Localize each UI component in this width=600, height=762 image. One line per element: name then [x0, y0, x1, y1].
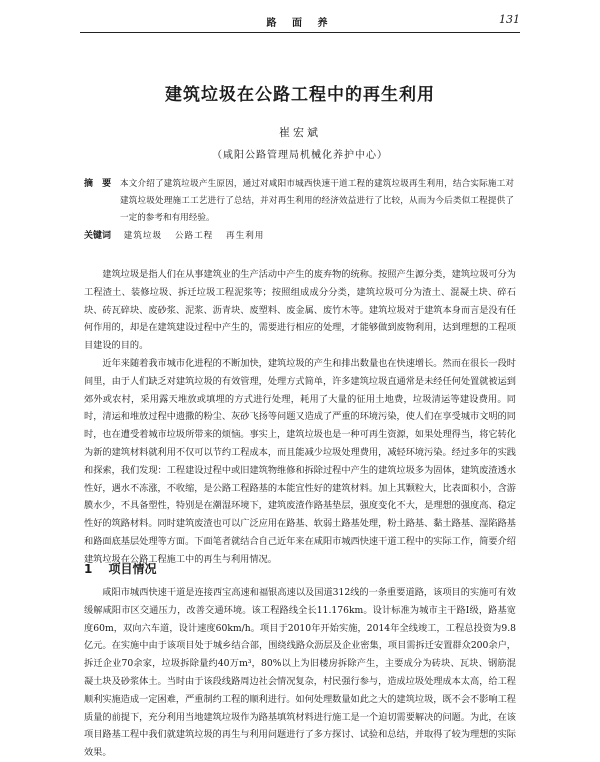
abstract-block — [84, 176, 514, 227]
running-header — [80, 12, 520, 33]
keyword: 再生利用 — [226, 231, 265, 241]
author-name: 崔宏斌 — [279, 126, 321, 139]
body-paragraph: 建筑垃圾是指人们在从事建筑业的生产活动中产生的废弃物的统称。按照产生源分类，建筑垃圾可分为工程渣土、装修垃圾、拆迁垃圾工程泥浆等；按照组成成分分类，建筑垃圾可分为渣土、混凝土块、碎石块、砖瓦碎块、废砂浆、泥浆、沥青块、废塑料、废金属、废竹木等。建筑垃圾对于建筑本身而言是没有任何作用的，却是在建筑建设过程中产生的，需要进行相应的处理，才能够做到废物利用，达到理想的工程项目建设的目的。 — [84, 269, 516, 352]
journal-name: 路 面 养 — [266, 18, 334, 29]
section-heading — [84, 560, 157, 577]
keyword: 建筑垃圾 — [123, 231, 163, 241]
article-title: 建筑垃圾在公路工程中的再生利用 — [165, 85, 435, 105]
section-title: 项目情况 — [108, 562, 157, 576]
keywords-block — [84, 228, 514, 245]
page-number: 131 — [499, 13, 520, 26]
abstract-label: 摘 要 — [84, 179, 115, 189]
author-affiliation: （咸阳公路管理局机械化养护中心） — [212, 150, 388, 161]
abstract-text: 本文介绍了建筑垃圾产生原因，通过对咸阳市城西快速干道工程的建筑垃圾再生利用，结合实际施工对建筑垃圾处理施工工艺进行了总结，并对再生利用的经济效益进行了比较，从而为今后类似工程提供了一定的参考和有用经验。 — [120, 179, 514, 223]
body-paragraph: 咸阳市城西快速干道是连接西宝高速和福银高速以及国道312线的一条重要道路，该项目的实施可有效缓解咸阳市区交通压力，改善交通环境。该工程路线全长11.176km。设计标准为城市主干路Ⅰ级，路基宽度60m，双向六车道，设计速度60km/h。项目于2010年开始实施，2014年全线竣工，工程总投资为9.8亿元。在实施中由于该项目处于城乡结合部，围绕线路众沥层及企业密集，项目需拆迁安置群众200余户，拆迁企业70余家，垃圾拆除量约40万m³，80%以上为旧楼房拆除产生，主要成分为砖块、瓦块、钢筋混凝土块及砂浆体土。当时由于该段线路周边社会情况复杂，村民强行参与，造成垃圾处理成本太高，给工程顺利实施造成一定困难，严重制约工程的顺利进行。如何处理数量如此之大的建筑垃圾，既不会不影响工程质量的前提下，充分利用当地建筑垃圾作为路基填筑材料进行施工是一个迫切需要解决的问题。为此，在该项目路基工程中我们就建筑垃圾的再生与利用问题进行了多方探讨、试验和总结，并取得了较为理想的实际效果。 — [84, 587, 516, 759]
section-number: 1 — [84, 562, 93, 576]
keyword: 公路工程 — [174, 231, 214, 241]
body-paragraph: 近年来随着我市城市化进程的不断加快，建筑垃圾的产生和排出数量也在快速增长。然而在很长一段时间里，由于人们缺乏对建筑垃圾的有效管理，处理方式简单，许多建筑垃圾直通常是未经任何处置就被运到郊外或农村，采用露天堆放或填埋的方式进行处理，耗用了大量的征用土地费，垃圾清运等建设费用。同时，清运和堆放过程中遗撒的粉尘、灰砂飞扬等问题又造成了严重的环境污染，使人们在享受城市文明的同时，也在遭受着城市垃圾所带来的烦恼。事实上，建筑垃圾也是一种可再生资源，如果处理得当，将它转化为新的建筑材料就利用不仅可以节约工程成本，而且能减少垃圾处理费用，减轻环境污染。经过多年的实践和探索，我们发现：工程建设过程中或旧建筑物维修和拆除过程中产生的建筑垃圾多为固体，建筑废渣透水性好，遇水不冻涨，不收缩，是公路工程路基的本能宜性好的建筑材料。加上其颗粒大，比表面积小，含游膜水少，不具备塑性，特别是在潮湿环境下，建筑废渣作路基垫层，强度变化不大，是理想的强度高、稳定性好的筑路材料。同时建筑废渣也可以广泛应用在路基、软弱土路基处理，粉土路基、黏土路基、湿陷路基和路面底基层处理等方面。下面笔者就结合自己近年来在咸阳市城西快速干道工程中的实际工作，简要介绍建筑垃圾在公路工程施工中的再生与利用情况。 — [84, 358, 516, 565]
keywords-label: 关键词 — [84, 231, 112, 241]
